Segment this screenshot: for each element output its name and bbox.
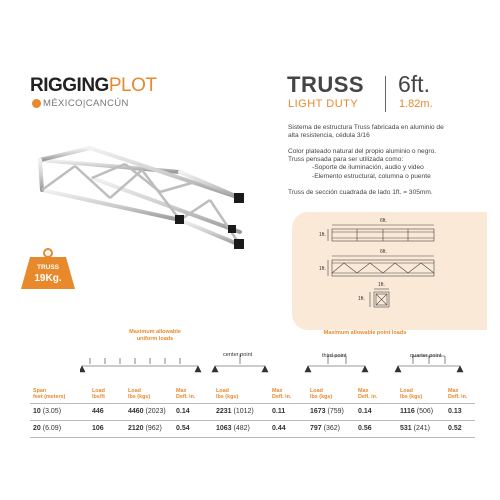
truss-product-image [30, 140, 260, 265]
col-header-line: lbs (kgs) [400, 394, 423, 401]
logo-location-text: MÉXICO|CANCÚN [43, 98, 129, 109]
table-row [33, 425, 61, 432]
cell-uniform-defl: 0.14 [176, 408, 190, 415]
logo-location [32, 98, 129, 109]
cell-span: 20 [33, 425, 41, 432]
col-header-line: Span [33, 388, 47, 394]
col-header-span [33, 388, 65, 401]
col-header-line: lbs/ft [92, 394, 105, 401]
brand-logo [30, 76, 156, 95]
col-header-line: Max [448, 388, 459, 394]
title-divider [385, 76, 386, 112]
cell-quarter-load [400, 408, 433, 415]
cell-value-kg: (1012) [233, 408, 254, 415]
col-header-line: Load [400, 388, 413, 394]
col-header-line: Load [216, 388, 229, 394]
col-header-third-defl [358, 388, 377, 401]
col-header-uniform-load [128, 388, 150, 401]
col-header-uniform-defl [176, 388, 195, 401]
col-header-center-load [216, 388, 238, 401]
description-bullet: -Soporte de iluminación, audio y video [312, 164, 424, 172]
col-header-line: Load [128, 388, 141, 394]
description-line: Color plateado natural del propio aluminio o negro. [288, 148, 437, 155]
cell-value: 2231 [216, 408, 232, 415]
description-p3: Truss de sección cuadrada de lado 1ft. = 305mm. [288, 189, 433, 196]
weight-badge-value: 19Kg. [34, 273, 62, 284]
col-header-line: lbs (kgs) [216, 394, 239, 401]
top-view-side-label: 1ft. [319, 232, 326, 238]
description-p1 [288, 124, 478, 140]
col-header-line: feet (meters) [33, 394, 66, 401]
weight-badge-label: TRUSS [36, 264, 60, 271]
cell-third-load [310, 425, 340, 432]
uniform-loads-header [100, 329, 210, 343]
cell-value-kg: (362) [323, 425, 340, 432]
col-header-line: Defl. in. [448, 394, 468, 401]
description-line: Truss pensada para ser utilizada como: [288, 156, 404, 164]
cell-uniform-load-ft: 446 [92, 408, 104, 415]
cell-uniform-defl: 0.54 [176, 425, 190, 432]
product-title: TRUSS [287, 72, 365, 97]
description-p2 [288, 148, 478, 181]
cell-center-defl: 0.11 [272, 408, 286, 415]
col-header-uniform-load-ft [92, 388, 105, 401]
col-header-quarter-load [400, 388, 422, 401]
front-view-length-label: 6ft. [380, 249, 387, 255]
cell-value: 797 [310, 425, 322, 432]
product-subtitle: LIGHT DUTY [288, 98, 359, 110]
uniform-header-line: Maximum allowable [129, 329, 181, 335]
dimension-diagrams [292, 212, 487, 330]
cell-value-kg: (759) [327, 408, 344, 415]
cell-span: 10 [33, 408, 41, 415]
col-header-line: Max [176, 388, 187, 394]
end-view-top-label: 1ft. [378, 282, 385, 288]
quarter-point-label: quarter point [410, 353, 442, 359]
cell-value-kg: (241) [413, 425, 430, 432]
cell-value-kg: (962) [145, 425, 162, 432]
cell-value: 531 [400, 425, 412, 432]
table-divider [30, 420, 475, 421]
col-header-line: Load [92, 388, 105, 394]
col-header-center-defl [272, 388, 291, 401]
table-divider [30, 437, 475, 438]
cell-uniform-load [128, 408, 166, 415]
table-row [33, 408, 61, 415]
cell-uniform-load-ft: 106 [92, 425, 104, 432]
cell-quarter-defl: 0.52 [448, 425, 462, 432]
cell-value: 1116 [400, 408, 415, 415]
product-size-m: 1.82m. [399, 98, 433, 110]
cell-value: 2120 [128, 425, 144, 432]
cell-center-load [216, 408, 254, 415]
third-point-label: third point [322, 353, 347, 359]
description-line: Sistema de estructura Truss fabricada en aluminio de [288, 124, 444, 131]
cell-span-m: (3.05) [42, 408, 62, 415]
logo-word-plot: PLOT [108, 75, 157, 96]
cell-center-defl: 0.44 [272, 425, 286, 432]
cell-third-load [310, 408, 344, 415]
col-header-quarter-defl [448, 388, 467, 401]
col-header-line: Defl. in. [272, 394, 292, 401]
cell-value-kg: (2023) [145, 408, 166, 415]
center-point-label: center point [223, 352, 253, 358]
cell-value-kg: (506) [416, 408, 434, 415]
top-view-length-label: 6ft. [380, 218, 387, 224]
cell-third-defl: 0.14 [358, 408, 372, 415]
end-view-side-label: 1ft. [358, 296, 365, 302]
description-bullet: -Elemento estructural, columna o puente [312, 172, 431, 180]
cell-third-defl: 0.56 [358, 425, 372, 432]
col-header-line: lbs (kgs) [310, 394, 333, 401]
col-header-line: Max [272, 388, 283, 394]
product-size-ft: 6ft. [398, 71, 430, 97]
col-header-line: lbs (kgs) [128, 394, 151, 401]
col-header-third-load [310, 388, 332, 401]
cell-value: 1063 [216, 425, 232, 432]
cell-value: 4460 [128, 408, 144, 415]
cell-center-load [216, 425, 250, 432]
cell-span-m: (6.09) [42, 425, 62, 432]
table-divider [30, 403, 475, 404]
description-line: alta resistencia, cédula 3/16 [288, 132, 370, 140]
cell-uniform-load [128, 425, 162, 432]
cell-value: 1673 [310, 408, 326, 415]
cell-quarter-load [400, 425, 430, 432]
col-header-line: Defl. in. [176, 394, 196, 401]
col-header-line: Load [310, 388, 323, 394]
cell-quarter-defl: 0.13 [448, 408, 462, 415]
col-header-line: Defl. in. [358, 394, 378, 401]
logo-word-rigging: RIGGING [30, 75, 109, 96]
col-header-line: Max [358, 388, 369, 394]
front-view-side-label: 1ft. [319, 266, 326, 272]
logo-pin-icon [32, 99, 41, 108]
uniform-header-line: uniform loads [136, 336, 174, 342]
cell-value-kg: (482) [233, 425, 250, 432]
point-loads-header: Maximum allowable point loads [323, 330, 407, 336]
